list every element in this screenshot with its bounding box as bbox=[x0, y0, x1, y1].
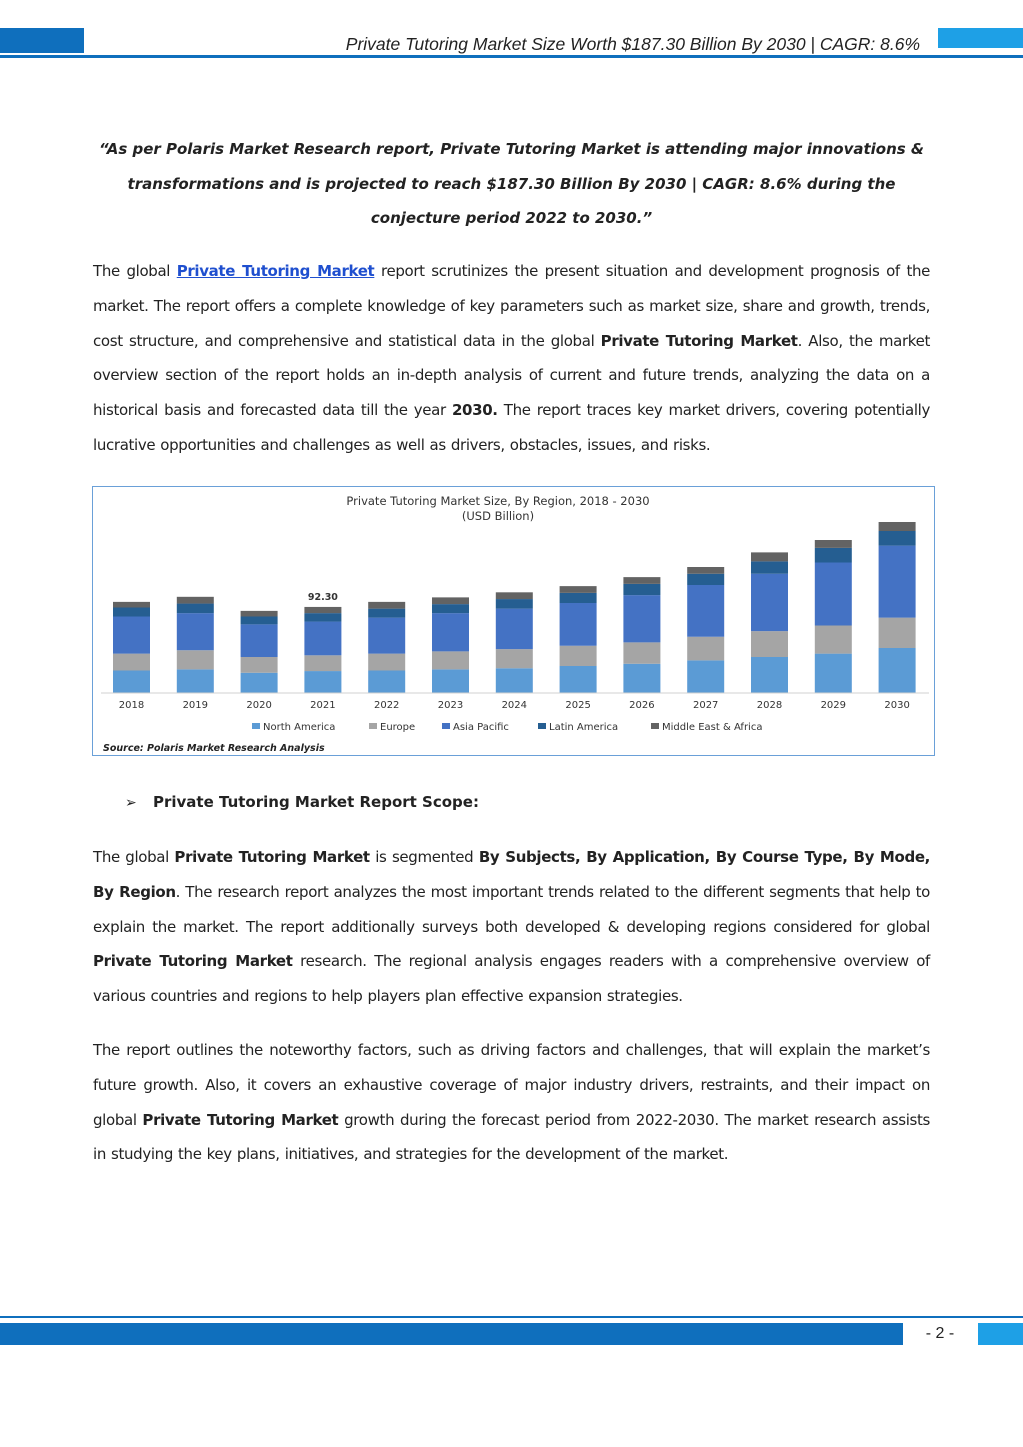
bar-2027-middle-east-africa bbox=[687, 567, 724, 574]
footer-accent-right bbox=[978, 1323, 1023, 1345]
legend-label-latin-america: Latin America bbox=[549, 722, 619, 733]
chart-canvas bbox=[93, 487, 936, 757]
legend-swatch-latin-america bbox=[538, 723, 546, 729]
bar-2025-asia-pacific bbox=[560, 603, 597, 646]
market-size-chart bbox=[92, 486, 935, 756]
bar-2030-asia-pacific bbox=[879, 546, 916, 618]
legend-swatch-middle-east-africa bbox=[651, 723, 659, 729]
scope-heading bbox=[125, 790, 725, 815]
bold-year: 2030. bbox=[451, 401, 498, 420]
x-tick-2029: 2029 bbox=[820, 700, 847, 711]
text-span: The global bbox=[93, 262, 177, 280]
bold-market-name: Private Tutoring Market bbox=[93, 952, 293, 971]
x-tick-2019: 2019 bbox=[182, 700, 209, 711]
bar-2024-europe bbox=[496, 649, 533, 668]
scope-heading-text: Private Tutoring Market Report Scope: bbox=[153, 793, 479, 811]
footer-bar bbox=[0, 1323, 903, 1345]
x-tick-2024: 2024 bbox=[501, 700, 528, 711]
text-span: . The research report analyzes the most important trends related to the different segments that help to explain the market. The report additionally surveys both developed & developing regions considered for global bbox=[93, 882, 930, 936]
bar-2022-latin-america bbox=[368, 609, 405, 618]
text-span: . Also, the market overview section of the report holds an in-depth analysis of current and future trends, analyzing the data on a historical basis and forecasted data till the year bbox=[93, 331, 930, 420]
bar-2026-asia-pacific bbox=[623, 595, 660, 642]
bar-2019-europe bbox=[177, 650, 214, 669]
bar-2021-north-america bbox=[304, 671, 341, 693]
x-tick-2018: 2018 bbox=[118, 700, 145, 711]
bar-2027-europe bbox=[687, 637, 724, 661]
bar-2019-latin-america bbox=[177, 604, 214, 614]
bar-2021-middle-east-africa bbox=[304, 607, 341, 613]
bar-2019-asia-pacific bbox=[177, 613, 214, 650]
chart-legend bbox=[252, 722, 762, 733]
bar-2028-europe bbox=[751, 631, 788, 657]
text-span: is segmented bbox=[369, 848, 479, 866]
intro-quote: “As per Polaris Market Research report, Private Tutoring Market is attending major innovations & transformations and is projected to reach $187.30 Billion By 2030 | CAGR: 8.6% during the conjecture period 2022 to 2030.” bbox=[98, 140, 924, 227]
text-span: The report traces key market drivers, covering potentially lucrative opportunities and challenges as well as drivers, obstacles, issues, and risks. bbox=[93, 401, 930, 454]
bullet-arrow-icon: ➢ bbox=[125, 795, 137, 811]
bar-2023-latin-america bbox=[432, 604, 469, 613]
bar-2023-europe bbox=[432, 651, 469, 669]
bar-2030-middle-east-africa bbox=[879, 522, 916, 531]
bar-2026-north-america bbox=[623, 664, 660, 693]
bar-2029-middle-east-africa bbox=[815, 540, 852, 548]
bar-2025-middle-east-africa bbox=[560, 586, 597, 593]
chart-title: Private Tutoring Market Size, By Region, 2018 - 2030 bbox=[346, 494, 650, 508]
legend-label-europe: Europe bbox=[380, 722, 416, 733]
bar-2029-latin-america bbox=[815, 548, 852, 563]
bar-2021-latin-america bbox=[304, 613, 341, 621]
bar-2020-europe bbox=[241, 657, 278, 673]
x-tick-2025: 2025 bbox=[565, 700, 591, 711]
bar-2022-middle-east-africa bbox=[368, 602, 405, 609]
bold-segments: By Subjects, By Application, By Course Type, By Mode, By Region bbox=[93, 848, 931, 901]
bar-2027-north-america bbox=[687, 660, 724, 693]
legend-swatch-europe bbox=[369, 723, 377, 729]
header-accent-left bbox=[0, 28, 84, 53]
bar-2023-north-america bbox=[432, 669, 469, 693]
bar-2027-asia-pacific bbox=[687, 585, 724, 637]
bar-2024-asia-pacific bbox=[496, 609, 533, 650]
bar-2022-asia-pacific bbox=[368, 618, 405, 654]
bar-2028-asia-pacific bbox=[751, 574, 788, 631]
bar-2020-asia-pacific bbox=[241, 624, 278, 657]
paragraph-segmentation bbox=[93, 840, 930, 1014]
bar-2023-asia-pacific bbox=[432, 613, 469, 651]
legend-label-north-america: North America bbox=[263, 722, 336, 733]
header-rule bbox=[0, 55, 1023, 58]
bar-2024-north-america bbox=[496, 668, 533, 693]
bar-2023-middle-east-africa bbox=[432, 597, 469, 604]
chart-source: Source: Polaris Market Research Analysis bbox=[103, 743, 325, 754]
bar-2029-north-america bbox=[815, 654, 852, 693]
bar-2020-latin-america bbox=[241, 617, 278, 625]
bar-2025-latin-america bbox=[560, 593, 597, 603]
data-label-2021: 92.30 bbox=[307, 591, 338, 603]
bar-2018-north-america bbox=[113, 671, 150, 694]
bar-2026-middle-east-africa bbox=[623, 577, 660, 584]
bar-2025-europe bbox=[560, 646, 597, 666]
bar-2024-middle-east-africa bbox=[496, 592, 533, 599]
bars-layer bbox=[113, 522, 916, 693]
bar-2021-asia-pacific bbox=[304, 622, 341, 656]
header-accent-right bbox=[938, 28, 1023, 48]
bar-2021-europe bbox=[304, 655, 341, 671]
bold-market-name: Private Tutoring Market bbox=[600, 331, 798, 350]
chart-subtitle: (USD Billion) bbox=[461, 509, 535, 523]
text-span: report scrutinizes the present situation and development prognosis of the market. The report offers a complete knowledge of key parameters such as market size, share and growth, trends, cost structure, and comprehensive and statistical data in the global bbox=[93, 262, 931, 350]
bold-market-name: Private Tutoring Market bbox=[142, 1110, 339, 1129]
bar-2018-asia-pacific bbox=[113, 617, 150, 654]
bold-market-name: Private Tutoring Market bbox=[174, 848, 370, 866]
bar-2030-europe bbox=[879, 618, 916, 648]
bar-2019-north-america bbox=[177, 669, 214, 693]
bar-2024-latin-america bbox=[496, 599, 533, 609]
bar-2026-europe bbox=[623, 642, 660, 663]
bar-2018-middle-east-africa bbox=[113, 602, 150, 608]
x-tick-2021: 2021 bbox=[310, 700, 336, 711]
legend-swatch-asia-pacific bbox=[442, 723, 450, 729]
text-span: growth during the forecast period from 2022-2030. The market research assists in studying the key plans, initiatives, and strategies for the development of the market. bbox=[93, 1110, 930, 1164]
bar-2026-latin-america bbox=[623, 584, 660, 595]
x-tick-2020: 2020 bbox=[246, 700, 272, 711]
bar-2018-latin-america bbox=[113, 608, 150, 617]
bar-2020-north-america bbox=[241, 673, 278, 693]
header-title: Private Tutoring Market Size Worth $187.30 Billion By 2030 | CAGR: 8.6% bbox=[345, 34, 920, 54]
bar-2028-north-america bbox=[751, 657, 788, 693]
bar-2020-middle-east-africa bbox=[241, 611, 278, 617]
bar-2028-latin-america bbox=[751, 561, 788, 573]
bar-2018-europe bbox=[113, 654, 150, 671]
legend-label-middle-east-africa: Middle East & Africa bbox=[662, 722, 763, 733]
bar-2019-middle-east-africa bbox=[177, 597, 214, 604]
bar-2025-north-america bbox=[560, 666, 597, 693]
text-span: The report outlines the noteworthy factors, such as driving factors and challenges, that will explain the market’s future growth. Also, it covers an exhaustive coverage of major industry drivers, restraints, and their impact on global bbox=[93, 1041, 930, 1129]
bar-2030-latin-america bbox=[879, 531, 916, 546]
x-tick-2026: 2026 bbox=[629, 700, 655, 711]
bar-2022-europe bbox=[368, 654, 405, 671]
legend-label-asia-pacific: Asia Pacific bbox=[453, 722, 509, 733]
x-tick-2027: 2027 bbox=[692, 700, 719, 711]
bar-2028-middle-east-africa bbox=[751, 552, 788, 561]
footer-rule bbox=[0, 1316, 1023, 1318]
bar-2029-europe bbox=[815, 626, 852, 654]
x-tick-2028: 2028 bbox=[756, 700, 783, 711]
text-span: research. The regional analysis engages readers with a comprehensive overview of various countries and regions to help players plan effective expansion strategies. bbox=[93, 952, 930, 1006]
bar-2029-asia-pacific bbox=[815, 563, 852, 626]
x-tick-2030: 2030 bbox=[884, 700, 910, 711]
legend-swatch-north-america bbox=[252, 723, 260, 729]
x-tick-labels bbox=[119, 700, 910, 711]
bar-2030-north-america bbox=[879, 648, 916, 693]
x-tick-2022: 2022 bbox=[373, 700, 400, 711]
bar-2027-latin-america bbox=[687, 574, 724, 585]
x-tick-2023: 2023 bbox=[437, 700, 464, 711]
paragraph-overview bbox=[93, 254, 930, 463]
market-report-link[interactable]: Private Tutoring Market bbox=[176, 262, 375, 280]
bar-2022-north-america bbox=[368, 671, 405, 694]
page-number: - 2 - bbox=[925, 1325, 955, 1342]
text-span: The global bbox=[93, 848, 175, 866]
paragraph-factors bbox=[93, 1033, 930, 1172]
